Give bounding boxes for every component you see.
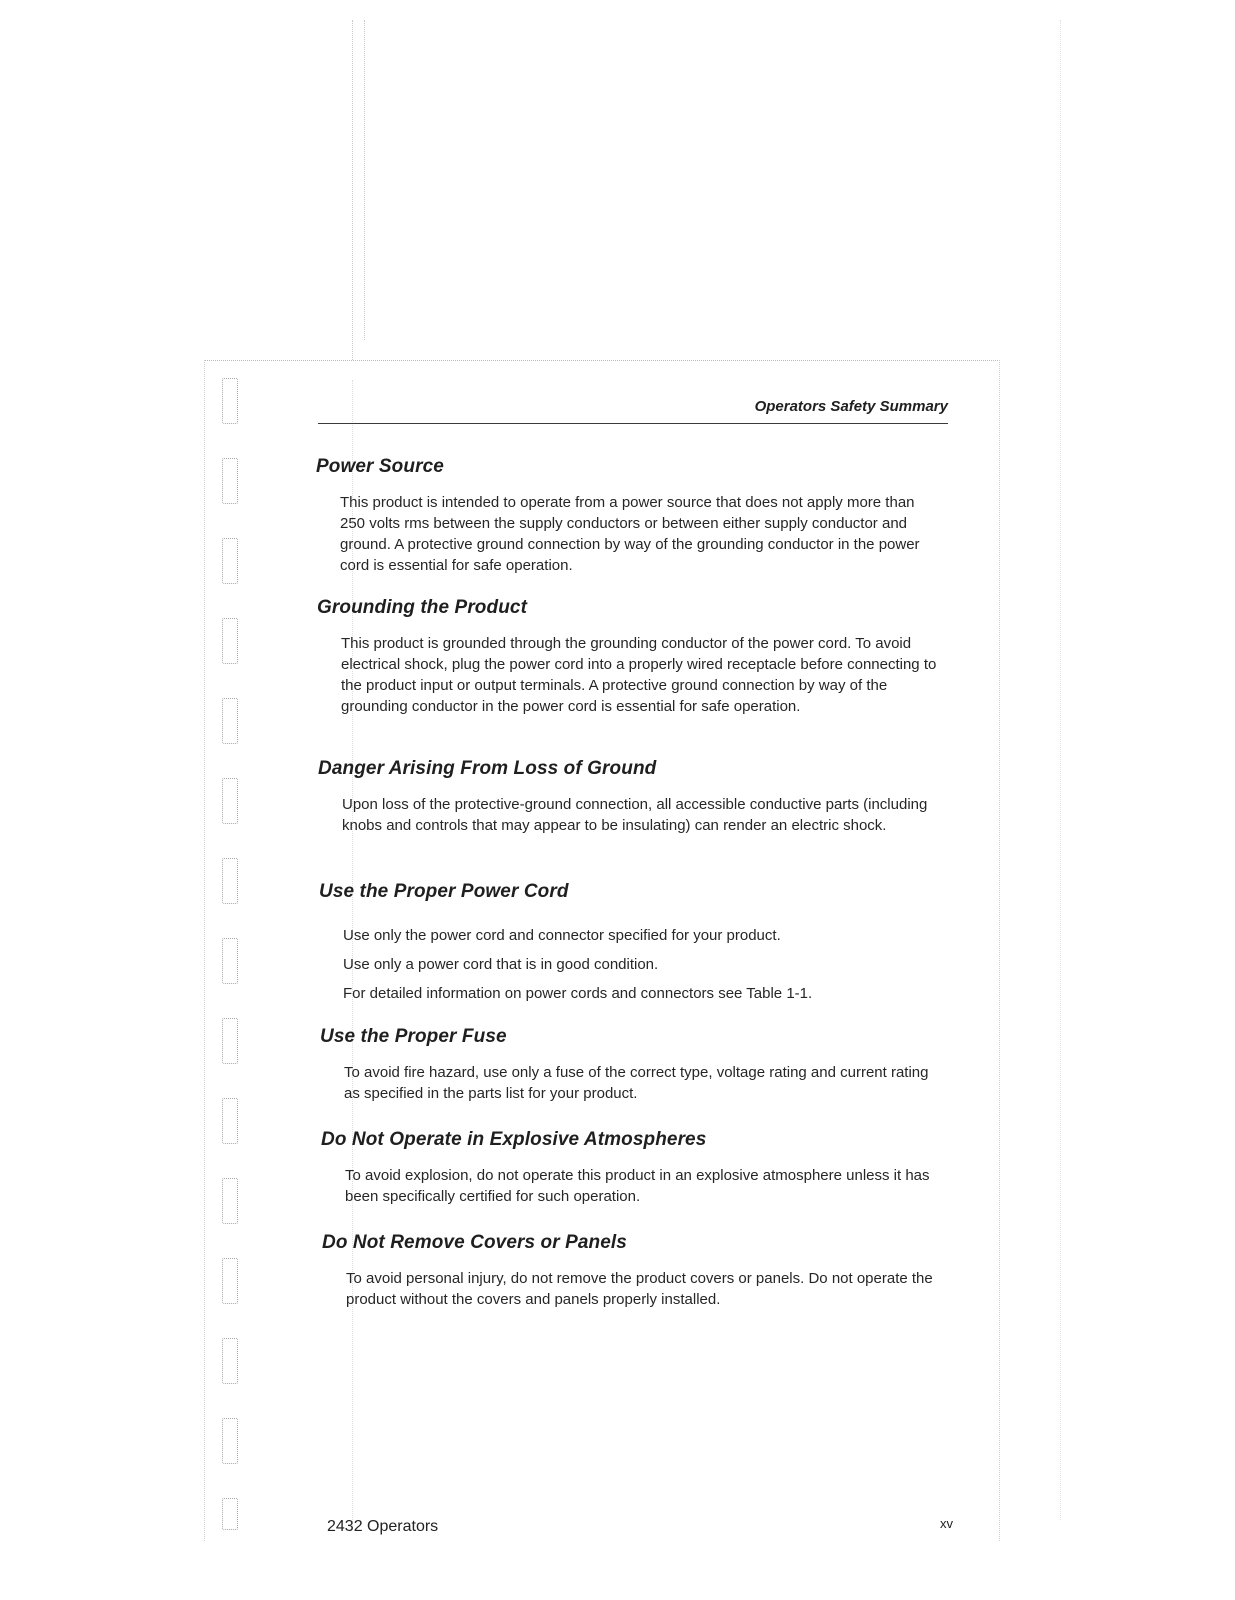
scan-guide-line [1060, 20, 1061, 1520]
punch-hole [222, 1018, 238, 1064]
punch-hole [222, 938, 238, 984]
section-paragraph: Upon loss of the protective-ground connection, all accessible conductive parts (including knobs and controls that may appear to be insulating) can render an electric shock. [342, 796, 928, 834]
section-covers-or-panels [322, 1232, 942, 1318]
section-paragraph: To avoid personal injury, do not remove the product covers or panels. Do not operate the product without the covers and panels properly installed. [346, 1270, 933, 1308]
section-heading: Use the Proper Fuse [320, 1026, 507, 1047]
punch-hole [222, 378, 238, 424]
punch-hole [222, 1178, 238, 1224]
section-paragraph: To avoid explosion, do not operate this product in an explosive atmosphere unless it has been specifically certified for such operation. [345, 1167, 930, 1205]
running-head: Operators Safety Summary [754, 398, 948, 415]
punch-hole [222, 1338, 238, 1384]
section-power-source [316, 456, 936, 584]
section-heading: Grounding the Product [317, 597, 528, 618]
section-paragraph: This product is intended to operate from a power source that does not apply more than 250 volts rms between the supply conductors or between either supply conductor and ground. A protective ground connection by way of the grounding conductor in the power cord is essential for safe operation. [340, 494, 920, 574]
section-danger-loss-of-ground [318, 758, 938, 844]
section-explosive-atmospheres [321, 1129, 941, 1215]
section-paragraph: For detailed information on power cords and connectors see Table 1-1. [343, 985, 813, 1002]
punch-hole [222, 1418, 238, 1464]
section-heading: Power Source [316, 456, 444, 477]
punch-hole [222, 778, 238, 824]
punch-hole [222, 698, 238, 744]
section-proper-power-cord [319, 881, 939, 1012]
punch-hole [222, 858, 238, 904]
punch-hole [222, 538, 238, 584]
section-paragraph: Use only the power cord and connector specified for your product. [343, 927, 781, 944]
scan-guide-line [364, 20, 365, 340]
section-grounding-the-product [317, 597, 937, 725]
footer-page-number: xv [940, 1516, 953, 1531]
section-heading: Do Not Remove Covers or Panels [322, 1232, 627, 1253]
section-paragraph: This product is grounded through the grounding conductor of the power cord. To avoid electrical shock, plug the power cord into a properly wired receptacle before connecting to the product input or output terminals. A protective ground connection by way of the grounding conductor in the power cord is essential for safe operation. [341, 635, 937, 715]
header-rule [318, 423, 948, 424]
section-heading: Use the Proper Power Cord [319, 881, 569, 902]
section-paragraph: To avoid fire hazard, use only a fuse of the correct type, voltage rating and current rating as specified in the parts list for your product. [344, 1064, 929, 1102]
punch-hole [222, 1258, 238, 1304]
section-paragraph: Use only a power cord that is in good condition. [343, 956, 659, 973]
punch-hole [222, 458, 238, 504]
section-heading: Do Not Operate in Explosive Atmospheres [321, 1129, 707, 1150]
footer-document-name: 2432 Operators [327, 1518, 439, 1535]
section-proper-fuse [320, 1026, 940, 1112]
punch-hole [222, 1498, 238, 1530]
punch-hole [222, 1098, 238, 1144]
punch-hole [222, 618, 238, 664]
section-heading: Danger Arising From Loss of Ground [318, 758, 657, 779]
scan-guide-line [352, 20, 353, 360]
